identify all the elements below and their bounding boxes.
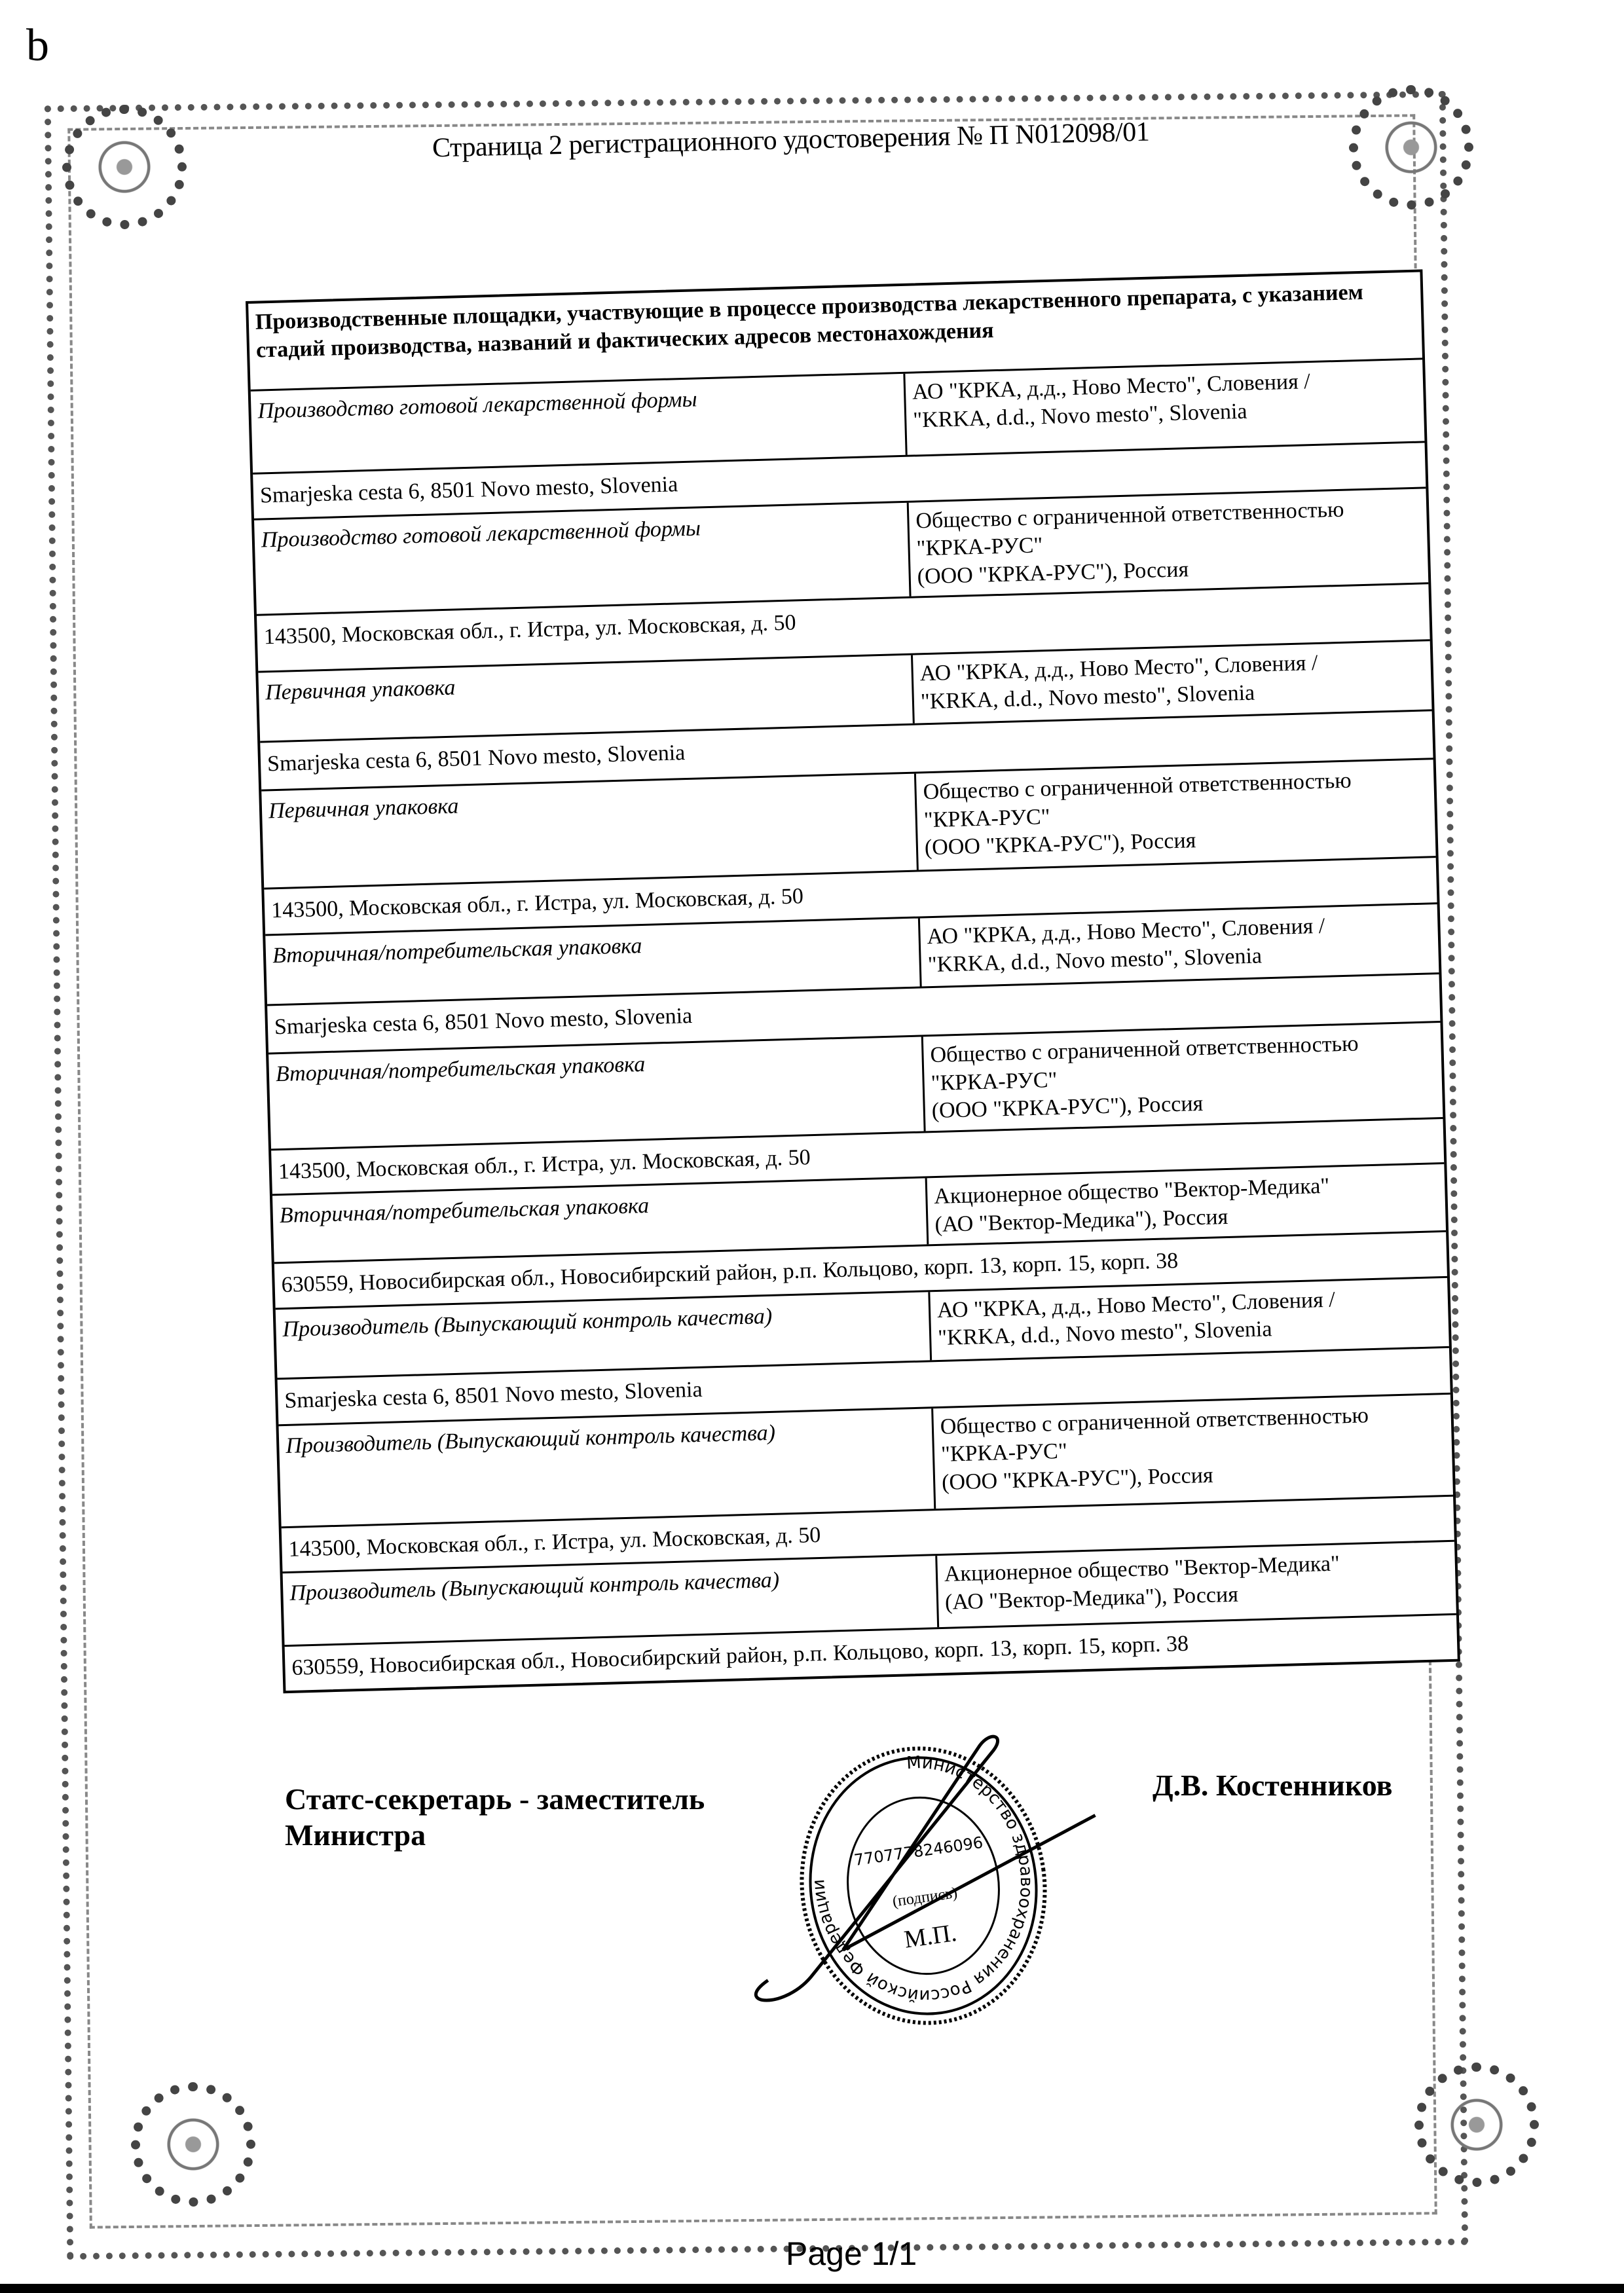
corner-ornament-top-left [62, 105, 187, 229]
production-stage: Производство готовой лекарственной формы [251, 374, 908, 473]
production-stage: Производитель (Выпускающий контроль качества) [276, 1292, 932, 1378]
site-address: 143500, Московская обл., г. Истра, ул. Московская, д. 50 [257, 584, 1430, 672]
production-stage: Вторичная/потребительская упаковка [268, 1036, 926, 1148]
production-stage: Вторичная/потребительская упаковка [272, 1178, 929, 1262]
signatory-name: Д.В. Костенников [1153, 1769, 1393, 1802]
corner-ornament-bottom-right [1414, 2063, 1539, 2187]
production-stage: Первичная упаковка [258, 655, 914, 741]
site-address: Smarjeska cesta 6, 8501 Novo mesto, Slovenia [278, 1348, 1450, 1425]
manufacturer-name: АО "КРКА, д.д., Ново Место", Словения / "KRKA, d.d., Novo mesto", Slovenia [912, 369, 1311, 432]
official-seal-stamp [777, 1725, 1069, 2046]
seal-signature-label: (подпись) [891, 1884, 959, 1911]
corner-handwritten-mark: b [26, 20, 49, 71]
table-body [251, 359, 1458, 1691]
production-stage: Первичная упаковка [261, 774, 919, 888]
production-stage: Вторичная/потребительская упаковка [265, 918, 921, 1004]
manufacturer-name: АО "КРКА, д.д., Ново Место", Словения / "KRKA, d.d., Novo mesto", Slovenia [936, 1287, 1336, 1350]
site-address: Smarjeska cesta 6, 8501 Novo mesto, Slovenia [260, 711, 1433, 791]
seal-number: 7707778246096 [853, 1833, 984, 1870]
seal-mp-label: М.П. [902, 1918, 959, 1954]
site-address: 630559, Новосибирская обл., Новосибирский район, р.п. Кольцово, корп. 13, корп. 15, корп. 38 [274, 1232, 1447, 1310]
site-address: 143500, Московская обл., г. Истра, ул. Московская, д. 50 [264, 858, 1437, 936]
production-stage: Производитель (Выпускающий контроль качества) [283, 1556, 940, 1645]
corner-ornament-top-right [1349, 85, 1473, 210]
production-stage: Производитель (Выпускающий контроль качества) [278, 1408, 936, 1526]
manufacturer-name: Общество с ограниченной ответственностью "КРКА-РУС" (ООО "КРКА-РУС"), Россия [930, 1031, 1359, 1124]
page-footer: Page 1/1 [786, 2235, 917, 2272]
seal-ring-text: Министерство здравоохранения Российской Федерации [809, 1753, 1037, 2006]
site-address: Smarjeska cesta 6, 8501 Novo mesto, Slovenia [253, 443, 1426, 520]
manufacturer-name: АО "КРКА, д.д., Ново Место", Словения / "KRKA, d.d., Novo mesto", Slovenia [927, 913, 1325, 977]
production-sites-table [246, 269, 1460, 1693]
corner-ornament-bottom-left [131, 2082, 255, 2207]
manufacturer-name: Общество с ограниченной ответственностью "КРКА-РУС" (ООО "КРКА-РУС"), Россия [915, 497, 1344, 589]
manufacturer-name: Общество с ограниченной ответственностью "КРКА-РУС" (ООО "КРКА-РУС"), Россия [940, 1403, 1369, 1495]
site-address: Smarjeska cesta 6, 8501 Novo mesto, Slovenia [267, 974, 1440, 1054]
manufacturer-name: Акционерное общество "Вектор-Медика" (АО "Вектор-Медика"), Россия [944, 1551, 1340, 1615]
site-address: 630559, Новосибирская обл., Новосибирский район, р.п. Кольцово, корп. 13, корп. 15, корп. 38 [291, 1631, 1189, 1680]
manufacturer-name: Акционерное общество "Вектор-Медика" (АО "Вектор-Медика"), Россия [933, 1173, 1330, 1237]
scan-edge-bar [0, 2284, 1624, 2293]
site-address: 143500, Московская обл., г. Истра, ул. Московская, д. 50 [271, 1118, 1444, 1196]
signatory-position: Статс-секретарь - заместитель Министра [285, 1782, 705, 1852]
manufacturer-name: АО "КРКА, д.д., Ново Место", Словения / "KRKA, d.d., Novo mesto", Slovenia [919, 650, 1318, 714]
production-stage: Производство готовой лекарственной формы [254, 502, 912, 614]
manufacturer-name: Общество с ограниченной ответственностью "КРКА-РУС" (ООО "КРКА-РУС"), Россия [923, 768, 1352, 860]
table-header: Производственные площадки, участвующие в процессе производства лекарственного препарата, с указанием стадий производства, названий и фактических адресов местонахождения [248, 272, 1422, 391]
page-title: Страница 2 регистрационного удостоверения № П N012098/01 [432, 117, 1150, 164]
site-address: 143500, Московская обл., г. Истра, ул. Московская, д. 50 [282, 1496, 1454, 1573]
